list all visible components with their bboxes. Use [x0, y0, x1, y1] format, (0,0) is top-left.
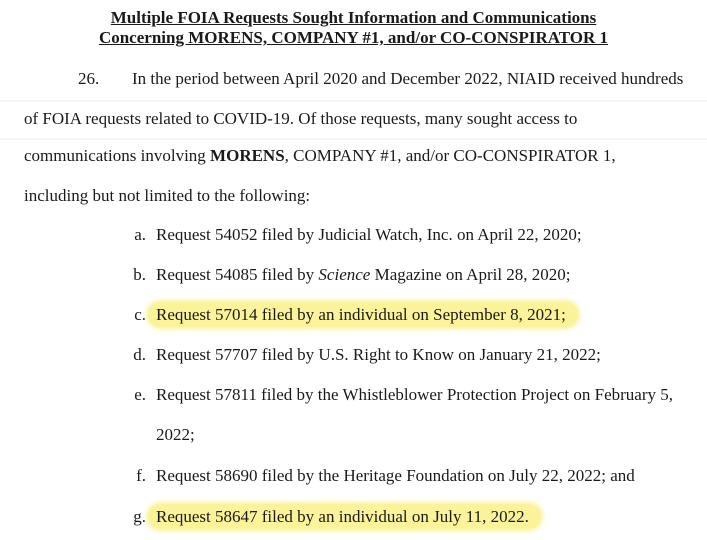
list-item-d: Request 57707 filed by U.S. Right to Know on January 21, 2022; [156, 345, 601, 364]
list-item-e: Request 57811 filed by the Whistleblower Protection Project on February 5, [156, 385, 673, 404]
list-item-marker-c: c. [134, 305, 146, 324]
highlighted-text: Request 58647 filed by an individual on July 11, 2022. [148, 504, 541, 529]
list-item-marker-d: d. [133, 345, 146, 364]
list-item-f: Request 58690 filed by the Heritage Foundation on July 22, 2022; and [156, 466, 635, 485]
highlighted-text: Request 57014 filed by an individual on September 8, 2021; [148, 302, 578, 327]
list-item-marker-a: a. [134, 225, 146, 244]
list-item-b-italic: Science [318, 265, 371, 284]
paragraph-line-3-suffix: , COMPANY #1, and/or CO-CONSPIRATOR 1, [284, 146, 616, 165]
list-item-b-prefix: Request 54085 filed by [156, 265, 319, 284]
paragraph-number: 26. [78, 69, 100, 88]
list-item-marker-g: g. [133, 507, 146, 526]
scan-artifact [0, 138, 707, 140]
paragraph-line-4: including but not limited to the following: [24, 186, 311, 205]
list-item-marker-f: f. [136, 466, 146, 485]
paragraph-line-2: of FOIA requests related to COVID-19. Of those requests, many sought access to [24, 109, 578, 128]
scan-artifact [0, 100, 707, 102]
section-heading-line-1: Multiple FOIA Requests Sought Information and Communications [110, 8, 597, 27]
list-item-g [156, 507, 541, 527]
list-item-e-continuation: 2022; [156, 425, 195, 444]
list-item-b [156, 265, 571, 285]
list-item-a: Request 54052 filed by Judicial Watch, Inc. on April 22, 2020; [156, 225, 582, 244]
paragraph-line-3 [24, 146, 616, 166]
section-heading-line-2: Concerning MORENS, COMPANY #1, and/or CO-CONSPIRATOR 1 [98, 28, 609, 47]
paragraph-line-3-bold: MORENS [210, 146, 285, 165]
list-item-marker-e: e. [134, 385, 146, 404]
paragraph-line-1: In the period between April 2020 and December 2022, NIAID received hundreds [132, 69, 684, 88]
paragraph-line-3-prefix: communications involving [24, 146, 211, 165]
list-item-b-suffix: Magazine on April 28, 2020; [370, 265, 571, 284]
list-item-marker-b: b. [133, 265, 146, 284]
list-item-c [156, 305, 578, 325]
